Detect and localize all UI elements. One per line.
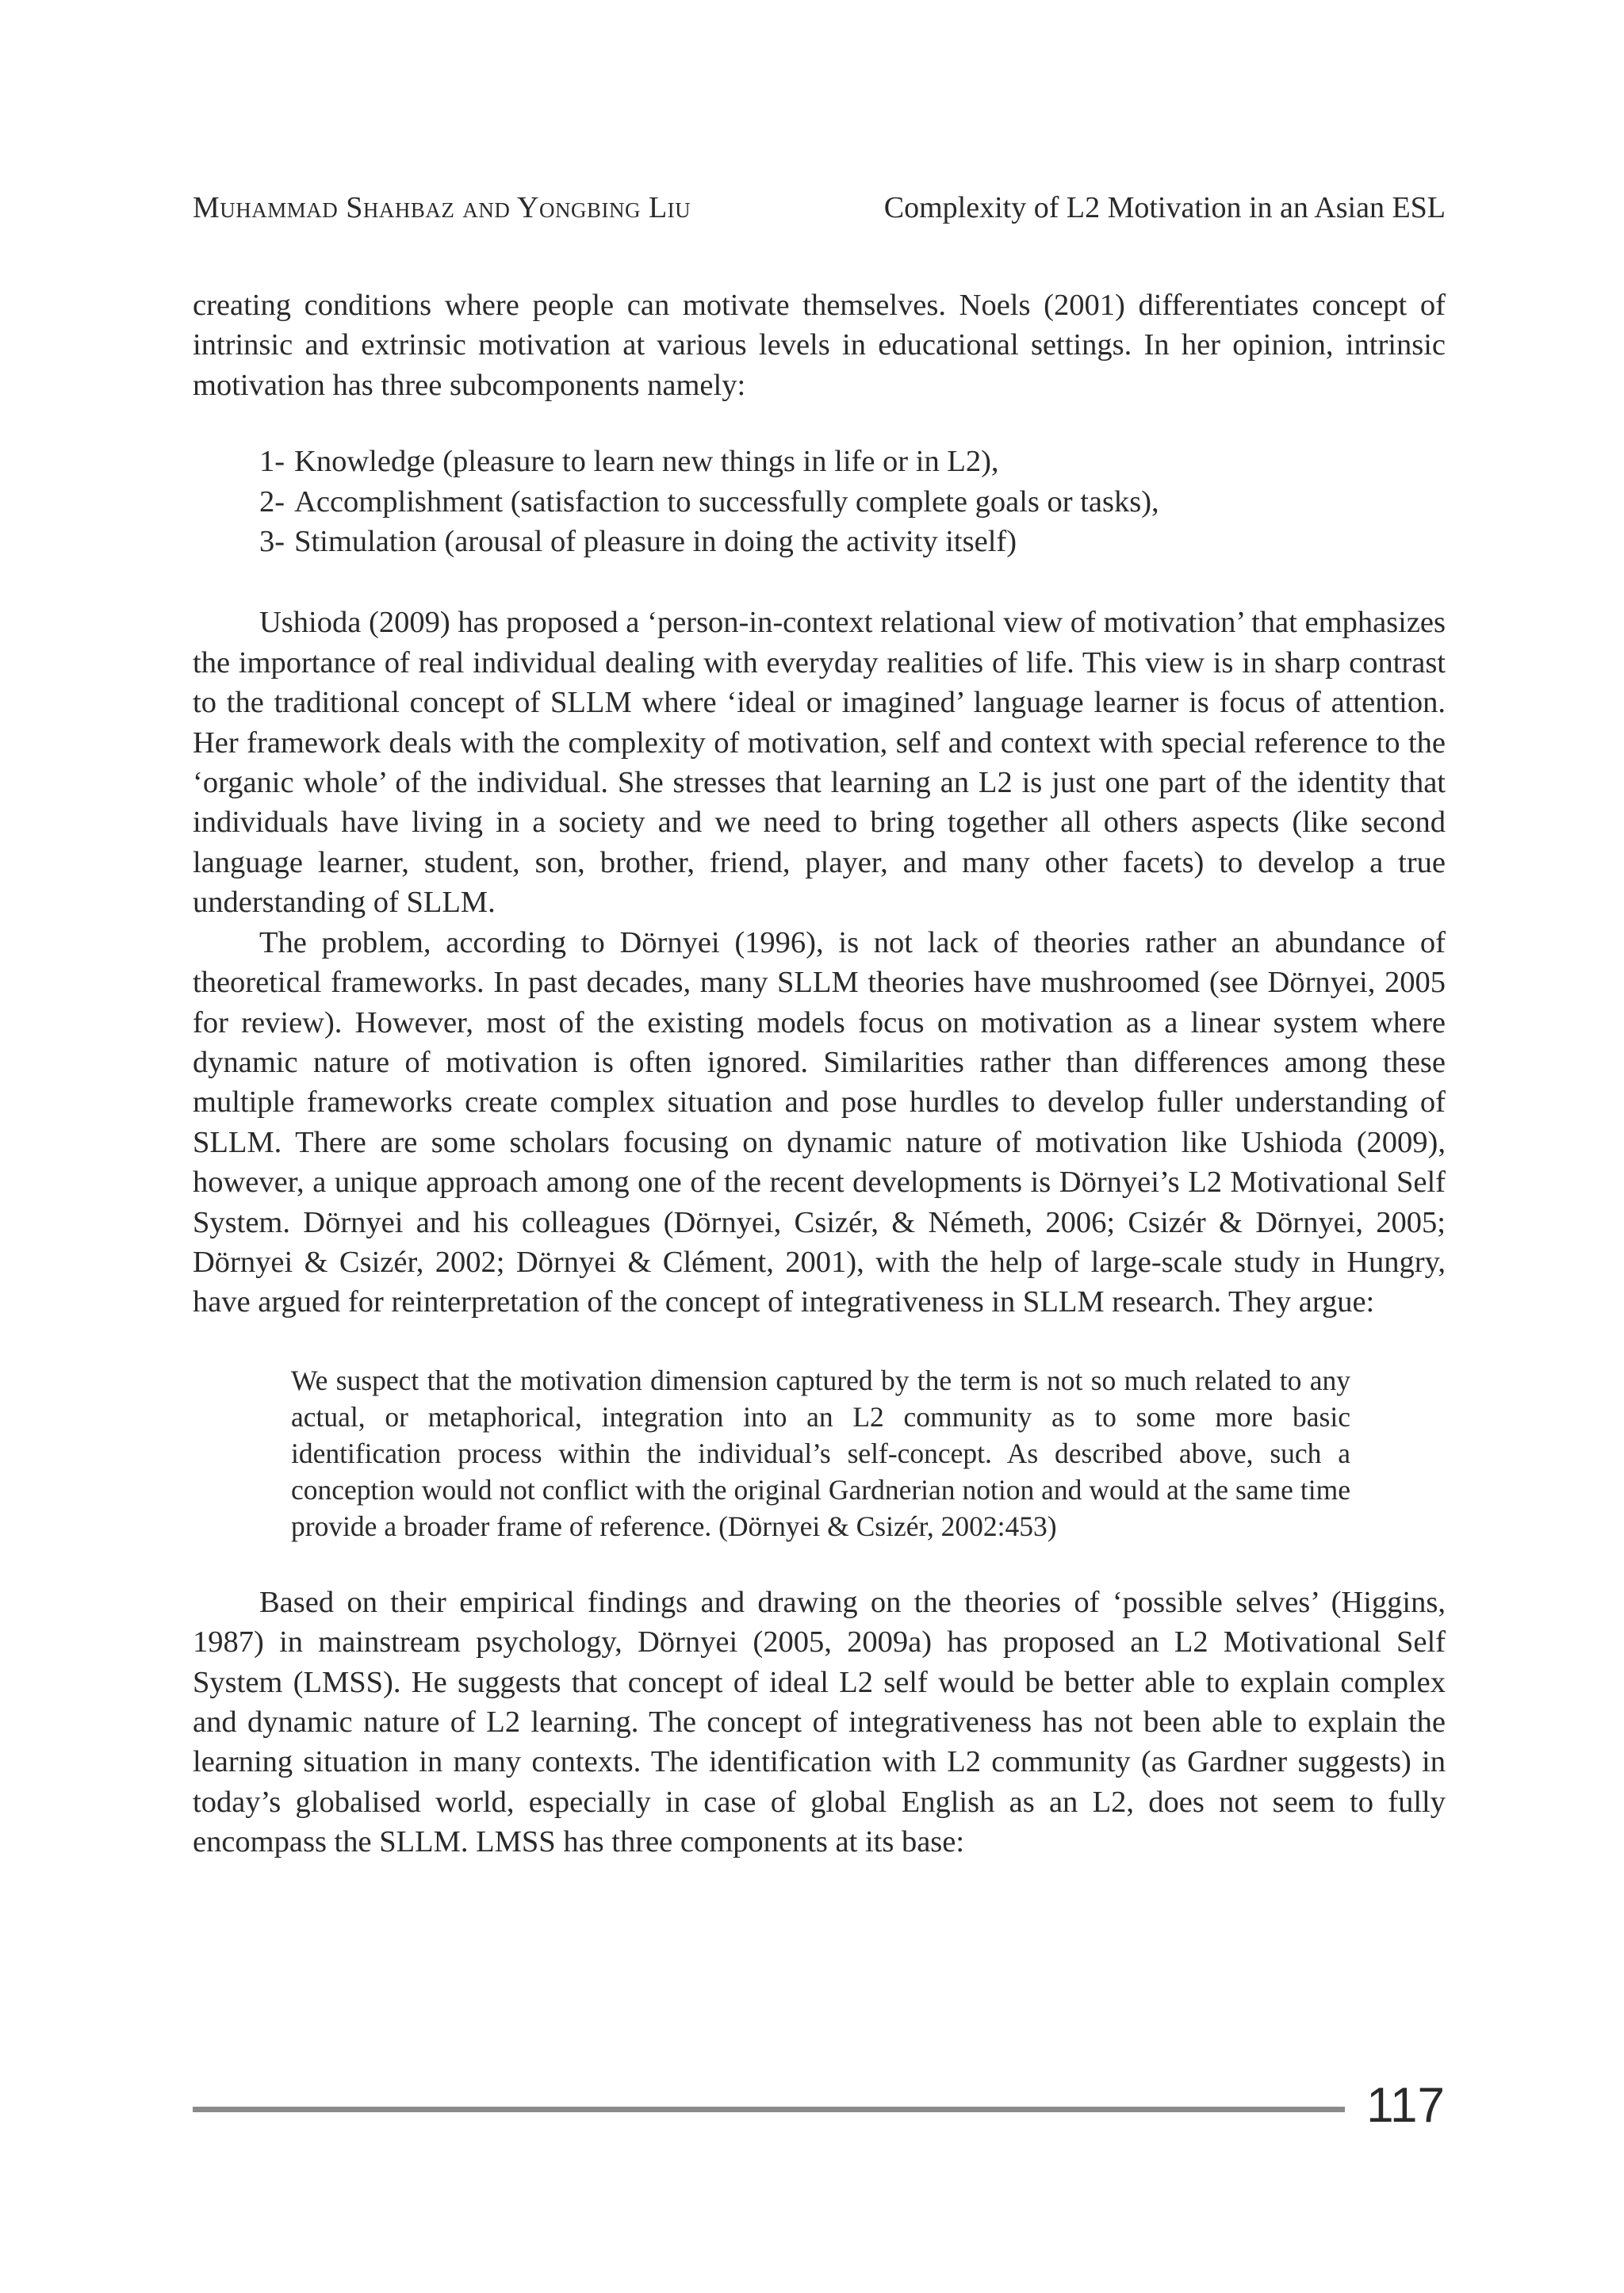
- footer-rule: [193, 2107, 1345, 2112]
- list-item: 1- Knowledge (pleasure to learn new things in life or in L2),: [259, 445, 999, 479]
- list-item: 3- Stimulation (arousal of pleasure in doing the activity itself): [259, 525, 1017, 559]
- list-item: 2- Accomplishment (satisfaction to successfully complete goals or tasks),: [259, 484, 1159, 519]
- running-header: [193, 188, 1446, 228]
- paragraph-dornyei-problem: The problem, according to Dörnyei (1996), is not lack of theories rather an abundance of theoretical frameworks. In past decades, many SLLM theories have mushroomed (see Dörnyei, 2005 for review). However, most of the existing models focus on motivation as a linear system where dynamic nature of motivation is often ignored. Similarities rather than differences among these multiple frameworks create complex situation and pose hurdles to develop fuller understanding of SLLM. There are some scholars focusing on dynamic nature of motivation like Ushioda (2009), however, a unique approach among one of the recent developments is Dörnyei’s L2 Motivational Self System. Dörnyei and his colleagues (Dörnyei, Csizér, & Németh, 2006; Csizér & Dörnyei, 2005; Dörnyei & Csizér, 2002; Dörnyei & Clément, 2001), with the help of large-scale study in Hungry, have argued for reinterpretation of the concept of integrativeness in SLLM research. They argue:: [193, 925, 1446, 1319]
- spacer: [193, 405, 1446, 442]
- block-quote: We suspect that the motivation dimension captured by the term is not so much related to any actual, or metaphorical, integration into an L2 community as to some more basic identification process within the individual’s self-concept. As described above, such a conception would not conflict with the original Gardnerian notion and would at the same time provide a broader frame of reference. (Dörnyei & Csizér, 2002:453): [291, 1364, 1350, 1542]
- page-number: 117: [1366, 2078, 1445, 2133]
- spacer: [193, 1545, 1446, 1583]
- paragraph-ushioda: Ushioda (2009) has proposed a ‘person-in-context relational view of motivation’ that emphasizes the importance of real individual dealing with everyday realities of life. This view is in sharp contrast to the traditional concept of SLLM where ‘ideal or imagined’ language learner is focus of attention. Her framework deals with the complexity of motivation, self and context with special reference to the ‘organic whole’ of the individual. She stresses that learning an L2 is just one part of the identity that individuals have living in a society and we need to bring together all others aspects (like second language learner, student, son, brother, friend, player, and many other facets) to develop a true understanding of SLLM.: [193, 606, 1446, 920]
- subcomponents-list: [193, 442, 1446, 561]
- spacer: [193, 561, 1446, 603]
- article-body: [193, 285, 1446, 1862]
- paragraph-intrinsic-motivation: creating conditions where people can motivate themselves. Noels (2001) differentiates concept of intrinsic and extrinsic motivation at various levels in educational settings. In her opinion, intrinsic motivation has three subcomponents namely:: [193, 289, 1446, 402]
- spacer: [193, 1323, 1446, 1362]
- paragraph-lmss: Based on their empirical findings and drawing on the theories of ‘possible selves’ (Higgins, 1987) in mainstream psychology, Dörnyei (2005, 2009a) has proposed an L2 Motivational Self System (LMSS). He suggests that concept of ideal L2 self would be better able to explain complex and dynamic nature of L2 learning. The concept of integrativeness has not been able to explain the learning situation in many contexts. The identification with L2 community (as Gardner suggests) in today’s globalised world, especially in case of global English as an L2, does not seem to fully encompass the SLLM. LMSS has three components at its base:: [193, 1585, 1446, 1859]
- header-authors: Muhammad Shahbaz and Yongbing Liu: [193, 191, 691, 224]
- header-running-title: Complexity of L2 Motivation in an Asian ESL: [883, 191, 1446, 224]
